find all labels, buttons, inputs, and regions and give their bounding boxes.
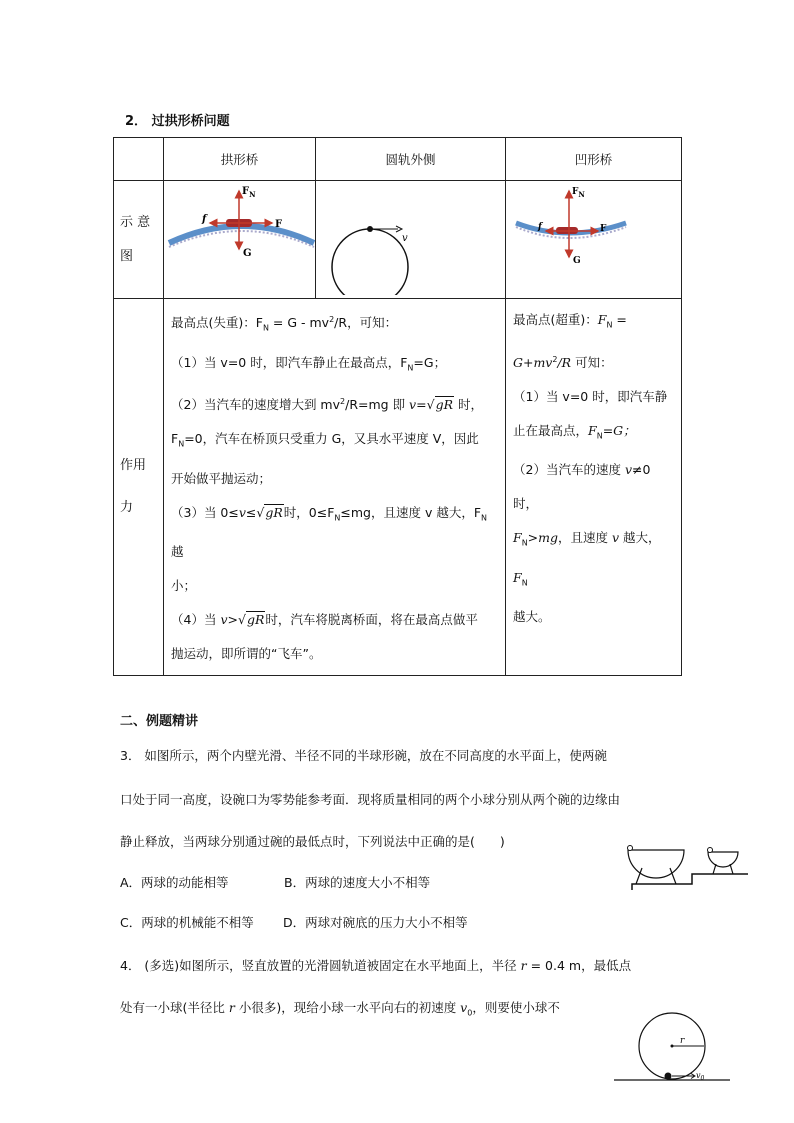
left-line-6: （3）当 0≤v≤√gR时，$0\le F_N\le mg$，且速度 v 越大，$F_N$越 (171, 504, 488, 560)
q3-option-b: B．两球的速度大小不相等 (284, 875, 431, 890)
right-line-7: 越大。 (513, 609, 551, 625)
label-G: G (243, 248, 252, 259)
label-r: r (680, 1036, 685, 1046)
bridge-table (113, 137, 682, 676)
row-label-force-line1: 作用 (120, 458, 147, 474)
left-line-1: 最高点(失重)：$F_N = G - mv^2/R$，可知： (171, 315, 398, 333)
left-line-9: 抛运动，即所谓的“飞车”。 (171, 646, 322, 662)
right-line-3: （1）当 v=0 时，即汽车静 (513, 388, 668, 404)
row-label-diagram-line2: 图 (120, 248, 134, 264)
q3-option-c: C．两球的机械能不相等 (120, 915, 254, 930)
table-corner-cell (114, 138, 164, 181)
concave-bridge-diagram (506, 181, 682, 295)
q3-line-1: 3． 如图所示，两个内壁光滑、半径不同的半球形碗，放在不同高度的水平面上，使两碗 (120, 748, 607, 763)
arch-bridge-force-text (164, 299, 506, 676)
right-line-1: 最高点(超重)：$F_N$ = (513, 312, 627, 330)
q3-option-a: A．两球的动能相等 (120, 875, 229, 890)
q4-line-1: 4． (多选)如图所示，竖直放置的光滑圆轨道被固定在水平地面上，半径 r = 0.4 m，最低点 (120, 958, 632, 973)
q3-line-3: 静止释放，当两球分别通过碗的最低点时，下列说法中正确的是( ) (120, 834, 505, 849)
right-line-5: （2）当汽车的速度 v≠0 时， (513, 462, 651, 512)
right-line-6: $F_N>mg$，且速度 v 越大，$F_N$ (513, 530, 661, 588)
label-FN: $F_N$ (242, 186, 256, 199)
label-f: f (202, 214, 207, 225)
label-G: G (573, 256, 581, 266)
section-2-title: 2． 过拱形桥问题 (125, 114, 230, 129)
left-line-7: 小； (171, 578, 197, 594)
left-line-8: （4）当 v>√gR时，汽车将脱离桥面，将在最高点做平 (171, 612, 478, 628)
label-F: F (275, 219, 283, 230)
label-FN: $F_N$ (572, 187, 585, 199)
header-arch-bridge: 拱形桥 (164, 138, 316, 181)
right-line-2: $G+mv^2/R$ 可知： (513, 354, 613, 370)
left-line-5: 开始做平抛运动； (171, 470, 272, 486)
row-label-force (114, 299, 164, 676)
label-F: F (600, 224, 607, 234)
row-label-diagram (114, 181, 164, 299)
concave-bridge-diagram-cell (506, 181, 682, 299)
concave-bridge-force-text (506, 299, 682, 676)
q4-line-2: 处有一小球(半径比 r 小很多)，现给小球一水平向右的初速度 $v_0$，则要使小球不 (120, 1000, 560, 1018)
q3-option-d: D．两球对碗底的压力大小不相等 (283, 915, 468, 930)
left-line-3: （2）当汽车的速度增大到 $mv^2/R=mg$ 即 v=√gR 时， (171, 397, 483, 413)
header-circle-outer: 圆轨外侧 (316, 138, 506, 181)
label-v: v (402, 233, 408, 244)
row-label-diagram-line1: 示 意 (120, 214, 151, 230)
header-concave-bridge: 凹形桥 (506, 138, 682, 181)
ball-icon (665, 1073, 672, 1080)
arch-bridge-diagram-cell (164, 181, 316, 299)
q4-circle-track-figure (610, 1012, 740, 1088)
q3-bowls-figure (620, 840, 750, 894)
circle-outer-diagram-cell (316, 181, 506, 299)
right-line-4: 止在最高点，$F_N=G$； (513, 422, 636, 441)
arch-bridge-diagram (164, 181, 316, 295)
row-label-force-line2: 力 (120, 500, 134, 516)
q3-line-2: 口处于同一高度，设碗口为零势能参考面．现将质量相同的两个小球分别从两个碗的边缘由 (120, 792, 621, 807)
left-line-2: （1）当 v=0 时，即汽车静止在最高点，$F_N=G$； (171, 354, 447, 373)
label-v0: $v_0$ (696, 1071, 705, 1082)
label-f: f (538, 222, 542, 232)
circle-outer-diagram (316, 181, 506, 295)
left-line-4: $F_N=0$，汽车在桥顶只受重力 G，又具水平速度 V，因此 (171, 431, 479, 449)
section-er-title: 二、例题精讲 (120, 714, 199, 729)
